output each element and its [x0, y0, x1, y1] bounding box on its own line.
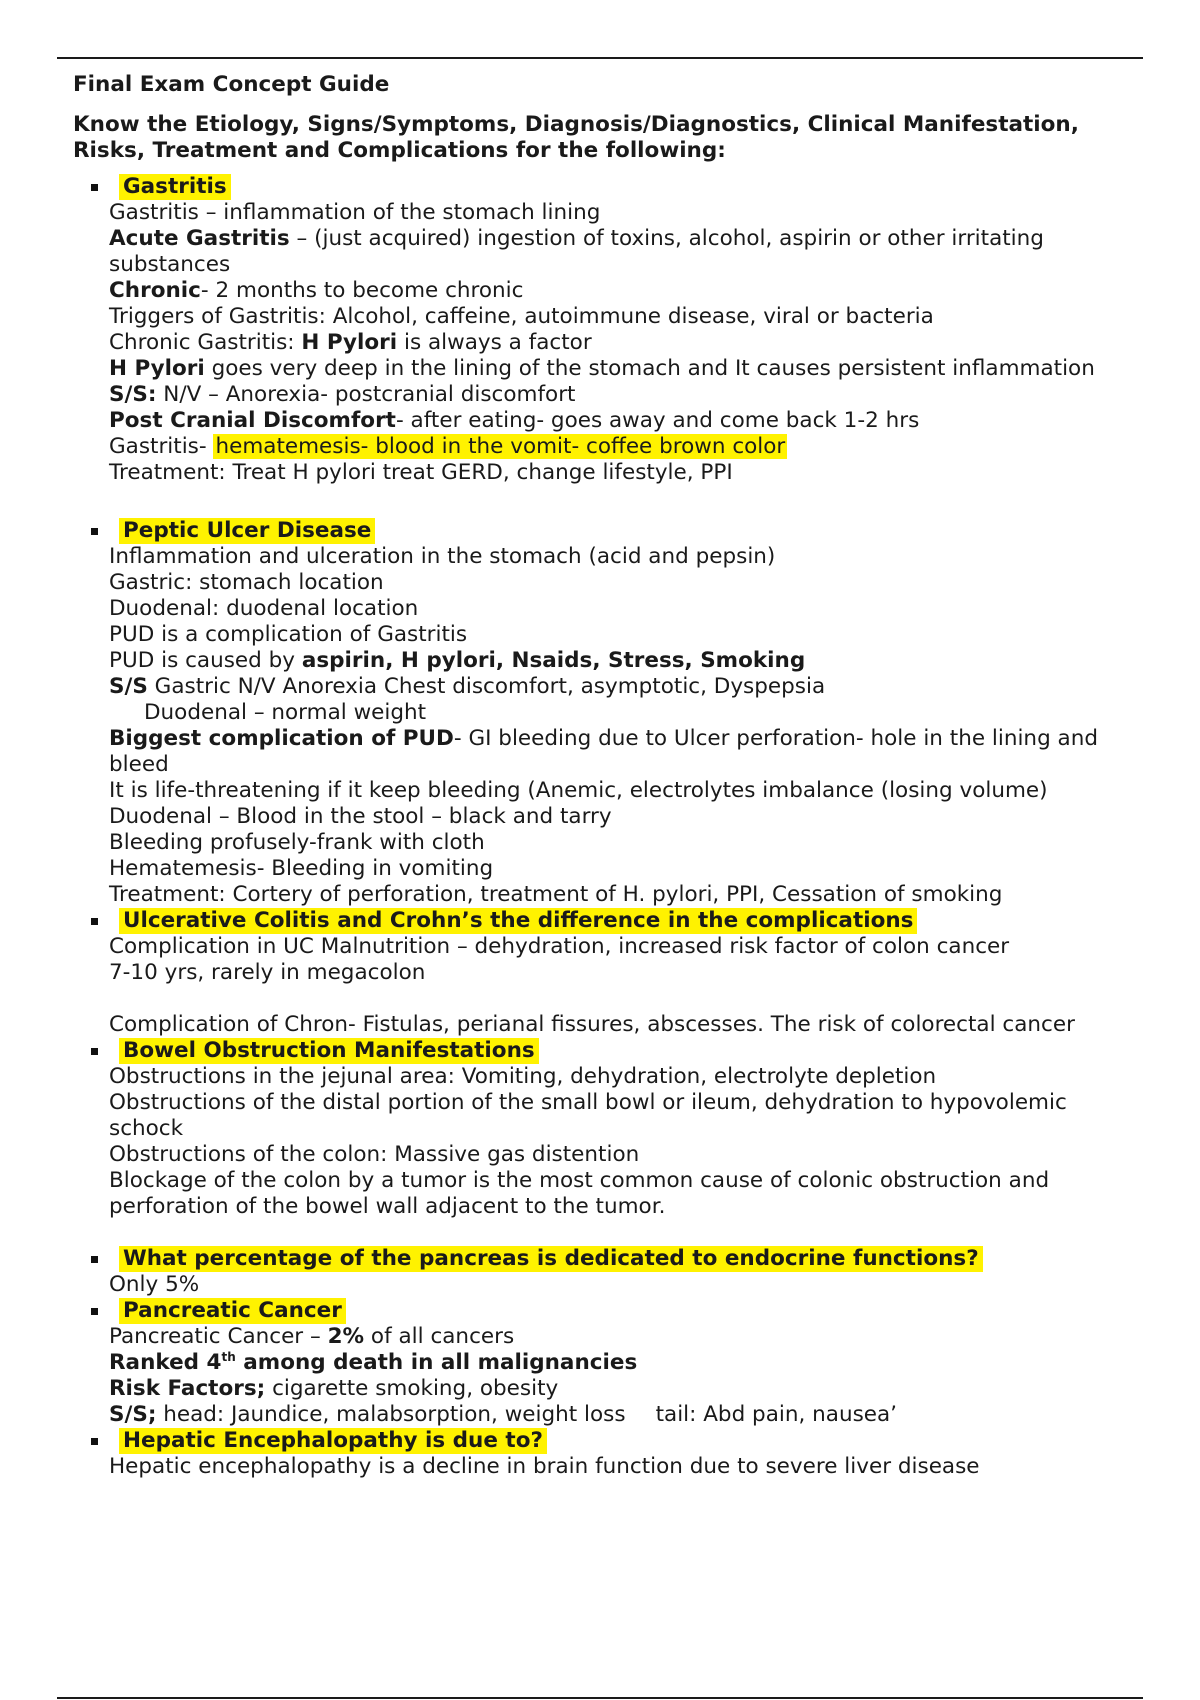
section-pancreatic-cancer — [73, 1298, 1143, 1428]
bullet-icon — [91, 1438, 98, 1445]
text-line: Post Cranial Discomfort- after eating- goes away and come back 1-2 hrs — [109, 408, 920, 433]
text-line: Inflammation and ulceration in the stomach (acid and pepsin) — [109, 544, 776, 569]
text-line: Chronic Gastritis: H Pylori is always a factor — [109, 330, 592, 355]
text-line: S/S: N/V – Anorexia- postcranial discomfort — [109, 382, 576, 407]
bullet-icon — [91, 528, 98, 535]
text-line: Chronic- 2 months to become chronic — [109, 278, 524, 303]
text-line: Hepatic encephalopathy is a decline in brain function due to severe liver disease — [109, 1454, 980, 1479]
heading-gastritis: Gastritis — [119, 174, 231, 200]
text-line: Gastric: stomach location — [109, 570, 384, 595]
bullet-icon — [91, 1308, 98, 1315]
section-peptic-ulcer — [73, 518, 1143, 908]
bullet-icon — [91, 184, 98, 191]
section-uc-crohns — [73, 908, 1143, 1038]
intro-text: Know the Etiology, Signs/Symptoms, Diagnosis/Diagnostics, Clinical Manifestation, Risks, Treatment and Complications for the following: — [73, 112, 1079, 163]
text-line: Pancreatic Cancer – 2% of all cancers — [109, 1324, 515, 1349]
document-body — [73, 68, 1143, 1480]
section-gastritis — [73, 174, 1143, 512]
text-line: Acute Gastritis – (just acquired) ingestion of toxins, alcohol, aspirin or other irritating substances — [109, 226, 1044, 277]
text-line: Gastritis – inflammation of the stomach lining — [109, 200, 601, 225]
bottom-rule — [57, 1697, 1143, 1699]
section-hepatic-encephalopathy — [73, 1428, 1143, 1480]
text-line: Complication in UC Malnutrition – dehydration, increased risk factor of colon cancer — [109, 934, 1010, 959]
text-line: Treatment: Cortery of perforation, treatment of H. pylori, PPI, Cessation of smoking — [109, 882, 1003, 907]
bullet-icon — [91, 1256, 98, 1263]
heading-hepatic-encephalopathy: Hepatic Encephalopathy is due to? — [119, 1428, 547, 1454]
heading-uc-crohns: Ulcerative Colitis and Crohn’s the difference in the complications — [119, 908, 917, 934]
page-title: Final Exam Concept Guide — [73, 72, 390, 97]
heading-pancreas-endocrine: What percentage of the pancreas is dedicated to endocrine functions? — [119, 1246, 983, 1272]
text-line: Ranked 4th among death in all malignancies — [109, 1349, 638, 1375]
text-line: Biggest complication of PUD- GI bleeding due to Ulcer perforation- hole in the lining and bleed — [109, 726, 1098, 777]
text-line: S/S Gastric N/V Anorexia Chest discomfort, asymptotic, Dyspepsia — [109, 674, 826, 699]
text-line: Obstructions in the jejunal area: Vomiting, dehydration, electrolyte depletion — [109, 1064, 937, 1089]
text-line: 7-10 yrs, rarely in megacolon — [109, 960, 426, 985]
heading-bowel-obstruction: Bowel Obstruction Manifestations — [119, 1038, 539, 1064]
text-line: Duodenal – normal weight — [144, 700, 427, 725]
text-line: Risk Factors; cigarette smoking, obesity — [109, 1376, 559, 1401]
top-rule — [57, 57, 1143, 59]
bullet-icon — [91, 1048, 98, 1055]
heading-pancreatic-cancer: Pancreatic Cancer — [119, 1298, 346, 1324]
text-line: PUD is caused by aspirin, H pylori, Nsaids, Stress, Smoking — [109, 648, 806, 673]
section-pancreas-endocrine — [73, 1246, 1143, 1298]
text-line: Treatment: Treat H pylori treat GERD, change lifestyle, PPI — [109, 460, 733, 485]
heading-peptic-ulcer: Peptic Ulcer Disease — [119, 518, 375, 544]
text-line: Only 5% — [109, 1272, 200, 1297]
text-line: H Pylori goes very deep in the lining of the stomach and It causes persistent inflammation — [109, 356, 1095, 381]
highlighted-text: hematemesis- blood in the vomit- coffee brown color — [215, 434, 786, 459]
text-line: Duodenal – Blood in the stool – black and tarry — [109, 804, 612, 829]
text-line: Triggers of Gastritis: Alcohol, caffeine, autoimmune disease, viral or bacteria — [109, 304, 934, 329]
text-line: Blockage of the colon by a tumor is the most common cause of colonic obstruction and perforation of the bowel wall adjacent to the tumor. — [109, 1168, 1050, 1219]
text-line: PUD is a complication of Gastritis — [109, 622, 468, 647]
text-line: Complication of Chron- Fistulas, perianal fissures, abscesses. The risk of colorectal cancer — [109, 1012, 1075, 1037]
bullet-icon — [91, 918, 98, 925]
text-line: Hematemesis- Bleeding in vomiting — [109, 856, 494, 881]
text-line: Gastritis- hematemesis- blood in the vomit- coffee brown color — [109, 434, 786, 459]
section-bowel-obstruction — [73, 1038, 1143, 1246]
text-line: Obstructions of the distal portion of the small bowl or ileum, dehydration to hypovolemic schock — [109, 1090, 1067, 1141]
text-line: Bleeding profusely-frank with cloth — [109, 830, 485, 855]
text-line: Duodenal: duodenal location — [109, 596, 419, 621]
text-line: Obstructions of the colon: Massive gas distention — [109, 1142, 640, 1167]
text-line: It is life-threatening if it keep bleeding (Anemic, electrolytes imbalance (losing volume) — [109, 778, 1048, 803]
text-line: S/S; head: Jaundice, malabsorption, weight loss tail: Abd pain, nausea’ — [109, 1402, 898, 1427]
